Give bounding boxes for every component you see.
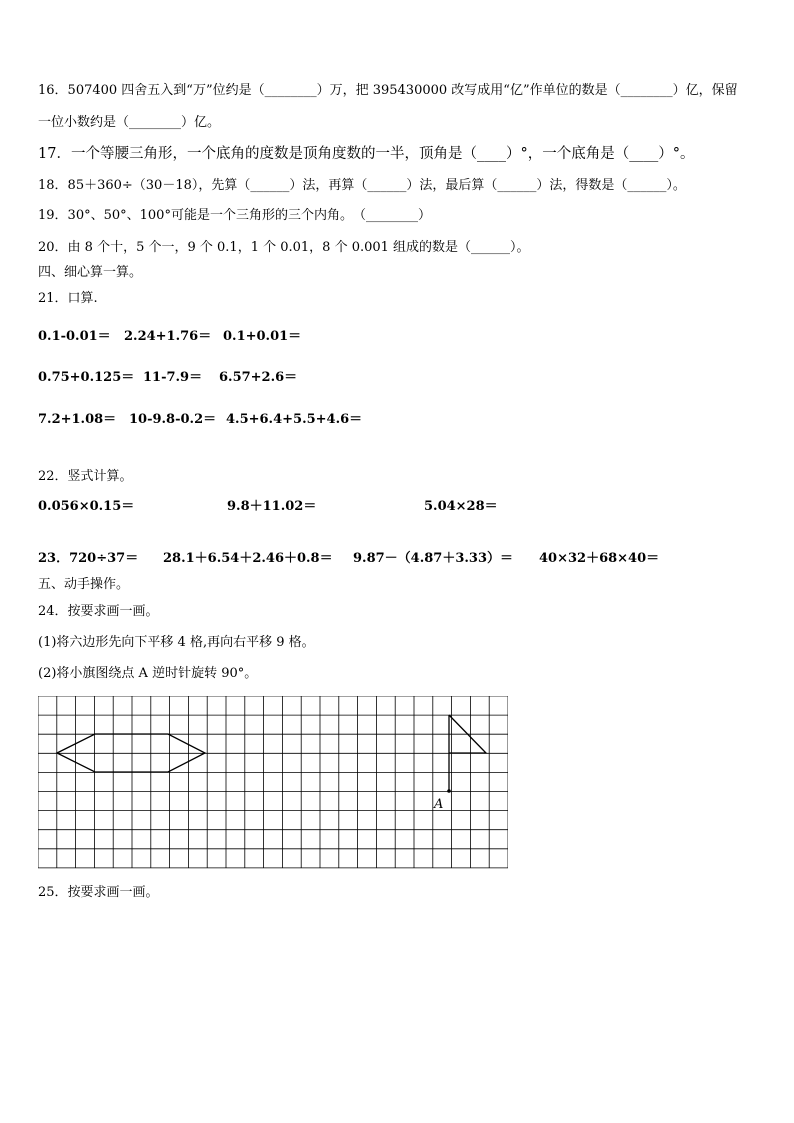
question-23-item: 40×32＋68×40＝	[539, 551, 660, 566]
oral-calc-item: 10-9.8-0.2＝	[129, 412, 217, 427]
flag-shape	[449, 715, 486, 791]
vertical-calc-item: 0.056×0.15＝	[38, 499, 135, 514]
question-22-title: 22．竖式计算。	[38, 469, 133, 484]
oral-calc-item: 11-7.9＝	[143, 370, 203, 385]
section-4-title: 四、细心算一算。	[38, 265, 143, 280]
question-25-title: 25．按要求画一画。	[38, 885, 159, 900]
oral-calc-item: 2.24+1.76＝	[124, 329, 212, 344]
oral-calc-item: 0.1-0.01＝	[38, 329, 111, 344]
question-16-line2: 一位小数约是（________）亿。	[38, 115, 221, 130]
question-17: 17．一个等腰三角形，一个底角的度数是顶角度数的一半，顶角是（____）°，一个底角是（____）°。	[38, 146, 695, 162]
question-23-item: 23．720÷37＝	[38, 551, 139, 566]
question-23-item: 28.1＋6.54＋2.46＋0.8＝	[163, 551, 333, 566]
oral-calc-item: 4.5+6.4+5.5+4.6＝	[226, 412, 363, 427]
question-19: 19．30°、50°、100°可能是一个三角形的三个内角。 （________）	[38, 208, 431, 223]
oral-calc-item: 0.1+0.01＝	[223, 329, 302, 344]
vertical-calc-item: 5.04×28＝	[424, 499, 498, 514]
oral-calc-item: 7.2+1.08＝	[38, 412, 117, 427]
oral-calc-item: 0.75+0.125＝	[38, 370, 135, 385]
point-a-label: A	[434, 797, 444, 812]
question-24-title: 24．按要求画一画。	[38, 604, 159, 619]
question-16-line1: 16．507400 四舍五入到“万”位约是（________）万，把 395430000 改写成用“亿”作单位的数是（________）亿，保留	[38, 83, 738, 98]
oral-calc-item: 6.57+2.6＝	[219, 370, 298, 385]
question-24-part1: (1)将六边形先向下平移 4 格,再向右平移 9 格。	[38, 635, 315, 650]
question-18: 18．85＋360÷（30－18），先算（______）法，再算（______）法，最后算（______）法，得数是（______）。	[38, 178, 686, 193]
vertical-calc-item: 9.8＋11.02＝	[227, 499, 317, 514]
question-21-title: 21．口算.	[38, 291, 98, 306]
question-24-part2: (2)将小旗图绕点 A 逆时针旋转 90°。	[38, 666, 258, 681]
question-20: 20．由 8 个十，5 个一，9 个 0.1，1 个 0.01，8 个 0.001 组成的数是（______）。	[38, 240, 530, 255]
grid-lines	[38, 696, 508, 868]
drawing-grid	[38, 696, 508, 870]
question-23-item: 9.87－（4.87＋3.33）＝	[353, 551, 513, 566]
section-5-title: 五、动手操作。	[38, 577, 130, 592]
point-a-dot	[447, 789, 451, 793]
